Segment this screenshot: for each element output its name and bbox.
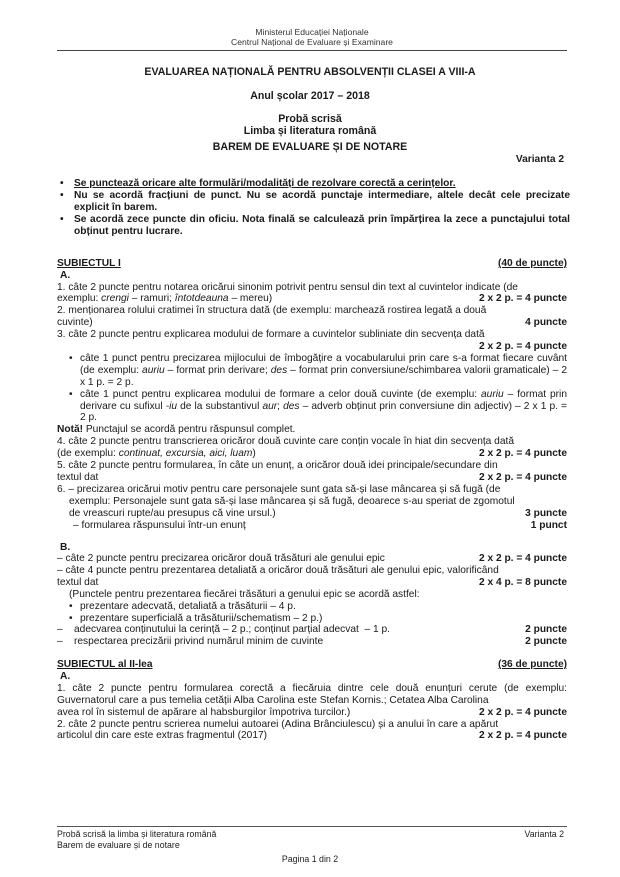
s2-item-1: 1. câte 2 puncte pentru formularea corectă a fiecăruia dintre cele două enunțuri cerute (de exemplu: Guvernatorul care a pus temelia cetății Alba Carolina este Stefan Kornis.; Cetatea Alba Carolina avea rol în sistemul de apărare al habsburgilor împotriva turcilor.) 2 x 2 p. = 4 puncte (57, 682, 567, 718)
part-b-explanation: (Punctele pentru prezentarea fiecărei trăsături a genului epic se acordă astfel: (69, 588, 420, 600)
subject2-title: SUBIECTUL al II-lea (57, 659, 153, 671)
item-1-score: 2 x 2 p. = 4 puncte (478, 293, 567, 305)
general-rules (60, 178, 570, 238)
center-name: Centrul Național de Evaluare și Examinare (231, 37, 393, 47)
item-3-bullet: • câte 1 punct pentru precizarea mijlocului de îmbogățire a vocabularului prin care s-a format fiecare cuvânt (de exemplu: auriu – format prin derivare; des – format prin conversiune/schimbarea valorii gramaticale) – 2 x 1 p. = 2 p. (57, 353, 567, 389)
document-body (57, 258, 567, 742)
item-3: 3. câte 2 puncte pentru explicarea modului de formare a cuvintelor subliniate din secvența dată 2 x 2 p. = 4 puncte • câte 1 punct pentru precizarea mijlocului de îmbogățire a vocabularului prin care s-a format fiecare cuvânt (de exemplu: auriu – format prin derivare; des – format prin conversiune/schimbarea valorii gramaticale) – 2 x 1 p. = 2 p. • câte 1 punct pentru explicarea modului de formare a celor două cuvinte (de exemplu: auriu – format prin derivare cu sufixul -iu de la substantivul aur; des – adverb obținut prin conversiune din adjectiv) – 2 x 1 p. = 2 p. (57, 329, 567, 424)
item-2: 2. menționarea rolului cratimei în structura dată (de exemplu: marchează rostirea legată a două cuvinte) 4 puncte (57, 305, 567, 329)
footer-divider (57, 826, 567, 827)
footer-variant: Varianta 2 (524, 829, 564, 839)
item-4-score: 2 x 2 p. = 4 puncte (478, 448, 567, 460)
part-b-line: – câte 4 puncte pentru prezentarea detaliată a oricăror două trăsături ale genului epic, valorificând textul dat 2 x 4 p. = 8 puncte (57, 564, 567, 588)
exam-type: Probă scrisă (278, 113, 342, 125)
item-2-score: 4 puncte (525, 317, 567, 329)
rule-item: • Se acordă zece puncte din oficiu. Nota finală se calculează prin împărțirea la zece a punctajului total obținut pentru lucrare. (60, 214, 570, 238)
subject1-title: SUBIECTUL I (57, 258, 121, 269)
page-header (57, 27, 567, 47)
item-6-sub-score: 1 punct (530, 519, 567, 531)
footer-left: Probă scrisă la limba și literatura română Barem de evaluare și de notare (57, 829, 217, 850)
exam-subject: Limba și literatura română (243, 125, 377, 137)
item-4: 4. câte 2 puncte pentru transcrierea oricăror două cuvinte care conțin vocale în hiat din secvența dată (de exemplu: continuat, excursia, aici, luam) 2 x 2 p. = 4 puncte (57, 436, 567, 460)
part-b-line: – câte 2 puncte pentru precizarea oricăror două trăsături ale genului epic 2 x 2 p. = 4 puncte (57, 553, 567, 565)
ministry-name: Ministerul Educației Naționale (255, 27, 369, 37)
subject1-points: (40 de puncte) (497, 258, 567, 269)
subject2-part-a-label: A. (60, 671, 71, 683)
document-title: EVALUAREA NAȚIONALĂ PENTRU ABSOLVENȚII CLASEI A VIII-A (144, 66, 476, 78)
note: Notă! Punctajul se acordă pentru răspunsul complet. (57, 424, 296, 436)
subject1-part-b-label: B. (60, 541, 71, 553)
item-5: 5. câte 2 puncte pentru formularea, în câte un enunț, a oricăror două idei principale/secundare din textul dat 2 x 2 p. = 4 puncte (57, 460, 567, 483)
barem-title: BAREM DE EVALUARE ȘI DE NOTARE (212, 141, 408, 153)
item-6: 6. – precizarea oricărui motiv pentru care personajele sunt gata să-și lase mâncarea și să fugă (de exemplu: Personajele sunt gata să-și lase mâncarea și să fugă, deoarece s-au speriat de zgomotul de vreascuri rupte/au presupus că vine ursul.) 3 puncte – formularea răspunsului într-un enunț 1 punct (57, 483, 567, 531)
rule-item: • Se punctează oricare alte formulări/modalități de rezolvare corectă a cerințelor. (60, 178, 570, 190)
variant-label: Varianta 2 (515, 154, 564, 165)
subject2-points: (36 de puncte) (497, 659, 567, 671)
school-year: Anul școlar 2017 – 2018 (250, 90, 370, 102)
part-b-bullet: • prezentare adecvată, detaliată a trăsăturii – 4 p. (57, 601, 567, 613)
item-3-bullet: • câte 1 punct pentru explicarea modului de formare a celor două cuvinte (de exemplu: auriu – format prin derivare cu sufixul -iu de la substantivul aur; des – adverb obținut prin conversiune din adjectiv) – 2 x 1 p. = 2 p. (57, 389, 567, 425)
item-6-score: 3 puncte (525, 507, 567, 519)
header-divider (57, 50, 567, 51)
part-b-line: – adecvarea conținutului la cerință – 2 p.; conținut parțial adecvat – 1 p. 2 puncte (57, 624, 567, 636)
exam-info (30, 113, 590, 137)
note-label: Notă! (57, 424, 84, 436)
subject1-heading (57, 258, 567, 270)
page-number: Pagina 1 din 2 (281, 854, 339, 864)
item-5-score: 2 x 2 p. = 4 puncte (478, 472, 567, 483)
item-1: 1. câte 2 puncte pentru notarea oricărui sinonim potrivit pentru sensul din text al cuvintelor indicate (de exemplu: crengi – ramuri; întotdeauna – mereu) 2 x 2 p. = 4 puncte (57, 281, 567, 305)
s2-item-2: 2. câte 2 puncte pentru scrierea numelui autoarei (Adina Brânciulescu) și a anului în care a apărut articolul din care este extras fragmentul (2017) 2 x 2 p. = 4 puncte (57, 718, 567, 742)
rule-item: • Nu se acordă fracțiuni de punct. Nu se acordă punctaje intermediare, altele decât cele precizate explicit în barem. (60, 190, 570, 214)
part-b-line: – respectarea precizării privind numărul minim de cuvinte 2 puncte (57, 636, 567, 648)
item-3-score: 2 x 2 p. = 4 puncte (478, 341, 567, 353)
subject1-part-a-label: A. (60, 270, 71, 281)
part-b-bullet: • prezentare superficială a trăsăturii/schematism – 2 p.) (57, 613, 567, 625)
subject2-heading (57, 659, 567, 671)
